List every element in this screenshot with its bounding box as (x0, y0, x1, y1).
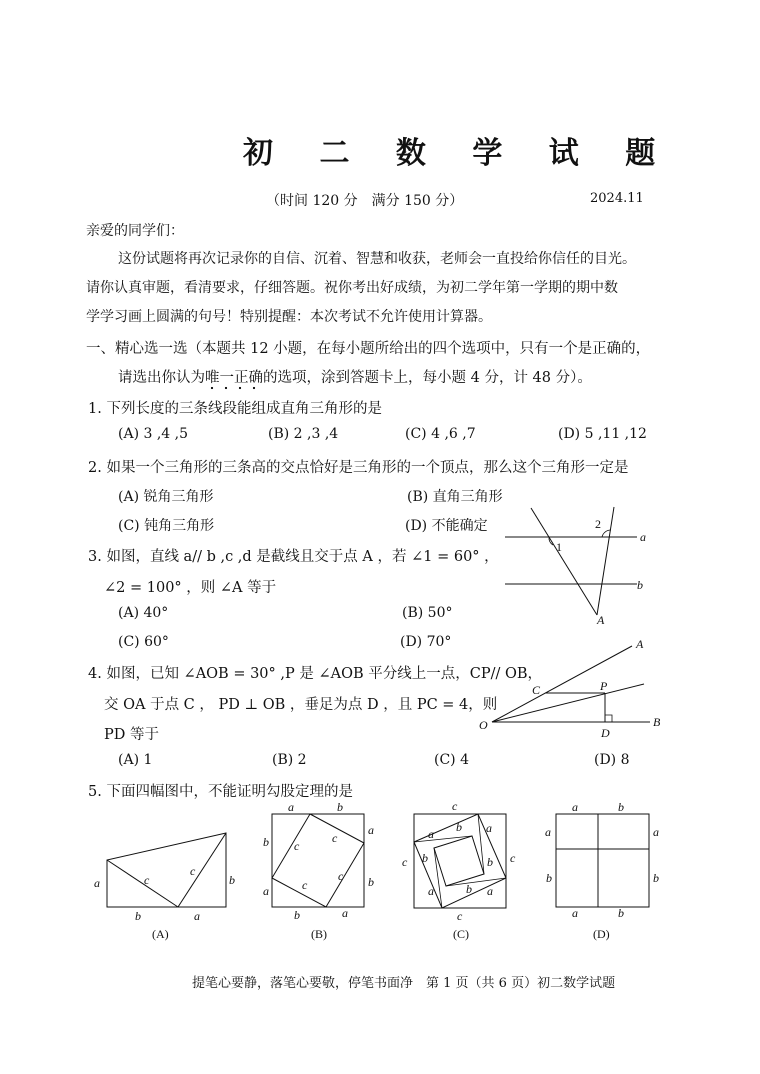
label-a: a (640, 530, 646, 544)
q4-option-a[interactable]: (A) 1 (118, 752, 153, 768)
svg-text:b: b (263, 835, 269, 849)
instruction-after: 的选项，涂到答题卡上，每小题 4 分，计 48 分）。 (263, 370, 592, 386)
svg-text:c: c (332, 831, 338, 845)
question-1-stem: 1. 下列长度的三条线段能组成直角三角形的是 (88, 401, 382, 417)
label-D: D (601, 726, 610, 740)
label-A: A (597, 613, 605, 627)
svg-text:c: c (402, 855, 408, 869)
q2-option-c[interactable]: (C) 钝角三角形 (118, 518, 215, 534)
q1-option-a[interactable]: (A) 3 ,4 ,5 (118, 426, 189, 442)
svg-text:c: c (190, 864, 196, 878)
question-3-stem-1: 3. 如图，直线 a// b ,c ,d 是截线且交于点 A ，若 ∠1 = 60° ， (88, 549, 499, 565)
svg-text:b: b (294, 908, 300, 922)
svg-text:b: b (422, 851, 428, 865)
label-P: P (600, 679, 608, 693)
section-heading: 一、精心选一选（本题共 12 小题，在每小题所给出的四个选项中，只有一个是正确的， (86, 341, 651, 357)
svg-text:a: a (545, 825, 551, 839)
svg-text:b: b (368, 875, 374, 889)
q3-option-c[interactable]: (C) 60° (118, 634, 169, 650)
question-5-stem: 5. 下面四幅图中，不能证明勾股定理的是 (88, 784, 353, 800)
figure-a (94, 833, 235, 923)
label-B: B (653, 715, 661, 729)
hyp-1 (107, 860, 178, 907)
svg-text:c: c (452, 799, 458, 813)
q5-caption-a[interactable]: (A) (152, 927, 169, 941)
q3-option-b[interactable]: (B) 50° (402, 605, 453, 621)
svg-text:b: b (546, 871, 552, 885)
svg-text:a: a (94, 876, 100, 890)
svg-text:a: a (653, 825, 659, 839)
intro-line-3: 学学习画上圆满的句号！特别提醒：本次考试不允许使用计算器。 (86, 309, 492, 325)
question-4-stem-2: 交 OA 于点 C ， PD ⊥ OB ，垂足为点 D ，且 PC = 4，则 (104, 697, 498, 713)
greeting: 亲爱的同学们： (86, 223, 184, 239)
exam-date: 2024.11 (590, 191, 644, 206)
label-2: 2 (595, 517, 601, 531)
hyp-2 (178, 833, 226, 907)
svg-text:a: a (288, 800, 294, 814)
svg-text:c: c (302, 878, 308, 892)
label-C: C (532, 683, 541, 697)
q1-option-d[interactable]: (D) 5 ,11 ,12 (558, 426, 647, 442)
q3-option-a[interactable]: (A) 40° (118, 605, 169, 621)
svg-text:b: b (337, 800, 343, 814)
svg-text:a: a (428, 827, 434, 841)
svg-text:a: a (486, 821, 492, 835)
q4-option-d[interactable]: (D) 8 (594, 752, 630, 768)
q5-caption-d[interactable]: (D) (593, 927, 610, 941)
svg-text:c: c (294, 839, 300, 853)
svg-text:a: a (263, 884, 269, 898)
svg-text:b: b (229, 873, 235, 887)
q4-option-c[interactable]: (C) 4 (434, 752, 469, 768)
svg-text:c: c (510, 851, 516, 865)
svg-text:b: b (466, 882, 472, 896)
label-1: 1 (556, 540, 562, 554)
q3-option-d[interactable]: (D) 70° (400, 634, 452, 650)
instruction-emphasis: 唯一正确 (205, 370, 263, 390)
svg-text:c: c (338, 869, 344, 883)
q5-caption-c[interactable]: (C) (453, 927, 469, 941)
q2-option-a[interactable]: (A) 锐角三角形 (118, 489, 214, 505)
q5-caption-b[interactable]: (B) (311, 927, 327, 941)
svg-text:b: b (618, 800, 624, 814)
question-4-stem-1: 4. 如图，已知 ∠AOB = 30° ,P 是 ∠AOB 平分线上一点，CP// OB， (88, 666, 543, 682)
intro-line-1: 这份试题将再次记录你的自信、沉着、智慧和收获，老师会一直投给你信任的目光。 (118, 251, 636, 267)
figure-b (263, 800, 374, 922)
figure-d (545, 800, 659, 920)
question-3-stem-2: ∠2 = 100° ，则 ∠A 等于 (104, 580, 277, 596)
page-footer: 提笔心要静，落笔心要敬，停笔书面净 第 1 页（共 6 页）初二数学试题 (192, 976, 616, 991)
q4-option-b[interactable]: (B) 2 (272, 752, 307, 768)
svg-text:a: a (572, 906, 578, 920)
label-O: O (479, 718, 488, 732)
svg-text:a: a (428, 884, 434, 898)
svg-text:a: a (368, 823, 374, 837)
exam-info: （时间 120 分 满分 150 分） (266, 193, 464, 209)
svg-text:b: b (487, 855, 493, 869)
figure-c (402, 799, 516, 923)
q2-option-d[interactable]: (D) 不能确定 (405, 518, 488, 534)
q1-option-b[interactable]: (B) 2 ,3 ,4 (268, 426, 339, 442)
question-4-stem-3: PD 等于 (104, 727, 159, 743)
label-b: b (637, 578, 643, 592)
svg-text:a: a (342, 906, 348, 920)
svg-text:b: b (653, 871, 659, 885)
question-2-stem: 2. 如果一个三角形的三条高的交点恰好是三角形的一个顶点，那么这个三角形一定是 (88, 460, 629, 476)
svg-text:a: a (572, 800, 578, 814)
q1-option-c[interactable]: (C) 4 ,6 ,7 (405, 426, 476, 442)
page-title: 初 二 数 学 试 题 (243, 136, 674, 171)
svg-text:a: a (487, 884, 493, 898)
instruction-before: 请选出你认为 (118, 370, 205, 386)
trapezoid (107, 833, 226, 907)
svg-text:c: c (144, 873, 150, 887)
svg-text:b: b (618, 906, 624, 920)
svg-text:b: b (456, 820, 462, 834)
svg-text:c: c (457, 909, 463, 923)
label-A: A (636, 637, 644, 651)
svg-text:b: b (135, 909, 141, 923)
intro-line-2: 请你认真审题，看清要求，仔细答题。祝你考出好成绩，为初二学年第一学期的期中数 (86, 280, 618, 296)
svg-text:a: a (194, 909, 200, 923)
q2-option-b[interactable]: (B) 直角三角形 (407, 489, 503, 505)
